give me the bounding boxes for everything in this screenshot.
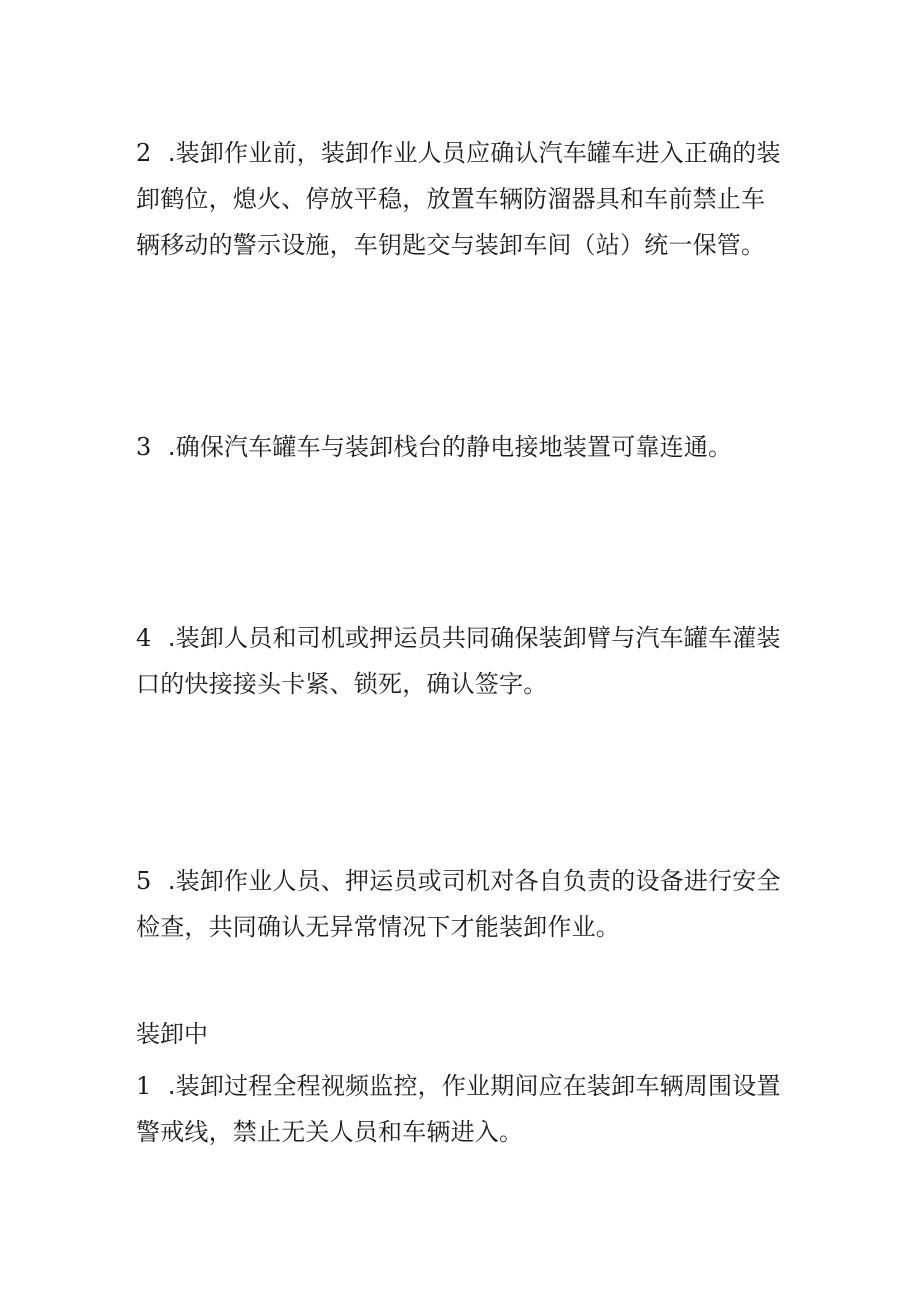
item-number: 1: [136, 1072, 152, 1100]
section-list-item-1: [136, 1063, 786, 1155]
item-text: .装卸人员和司机或押运员共同确保装卸臂与汽车罐车灌装口的快接接头卡紧、锁死，确认签字。: [136, 624, 781, 698]
list-item-2: [136, 130, 786, 268]
item-number: 5: [136, 867, 152, 895]
item-text: .装卸过程全程视频监控，作业期间应在装卸车辆周围设置警戒线，禁止无关人员和车辆进入。: [136, 1072, 781, 1146]
item-text: .装卸作业人员、押运员或司机对各自负责的设备进行安全检查，共同确认无异常情况下才能装卸作业。: [136, 867, 781, 941]
item-number: 3: [136, 433, 152, 461]
item-number: 2: [136, 139, 152, 167]
item-text: .确保汽车罐车与装卸栈台的静电接地装置可靠连通。: [160, 433, 733, 461]
list-item-4: [136, 615, 786, 707]
section-heading: 装卸中: [136, 1020, 208, 1048]
list-item-3: [136, 424, 786, 470]
item-number: 4: [136, 624, 152, 652]
item-text: .装卸作业前，装卸作业人员应确认汽车罐车进入正确的装卸鹤位，熄火、停放平稳，放置车辆防溜器具和车前禁止车辆移动的警示设施，车钥匙交与装卸车间（站）统一保管。: [136, 139, 781, 259]
list-item-5: [136, 858, 786, 950]
